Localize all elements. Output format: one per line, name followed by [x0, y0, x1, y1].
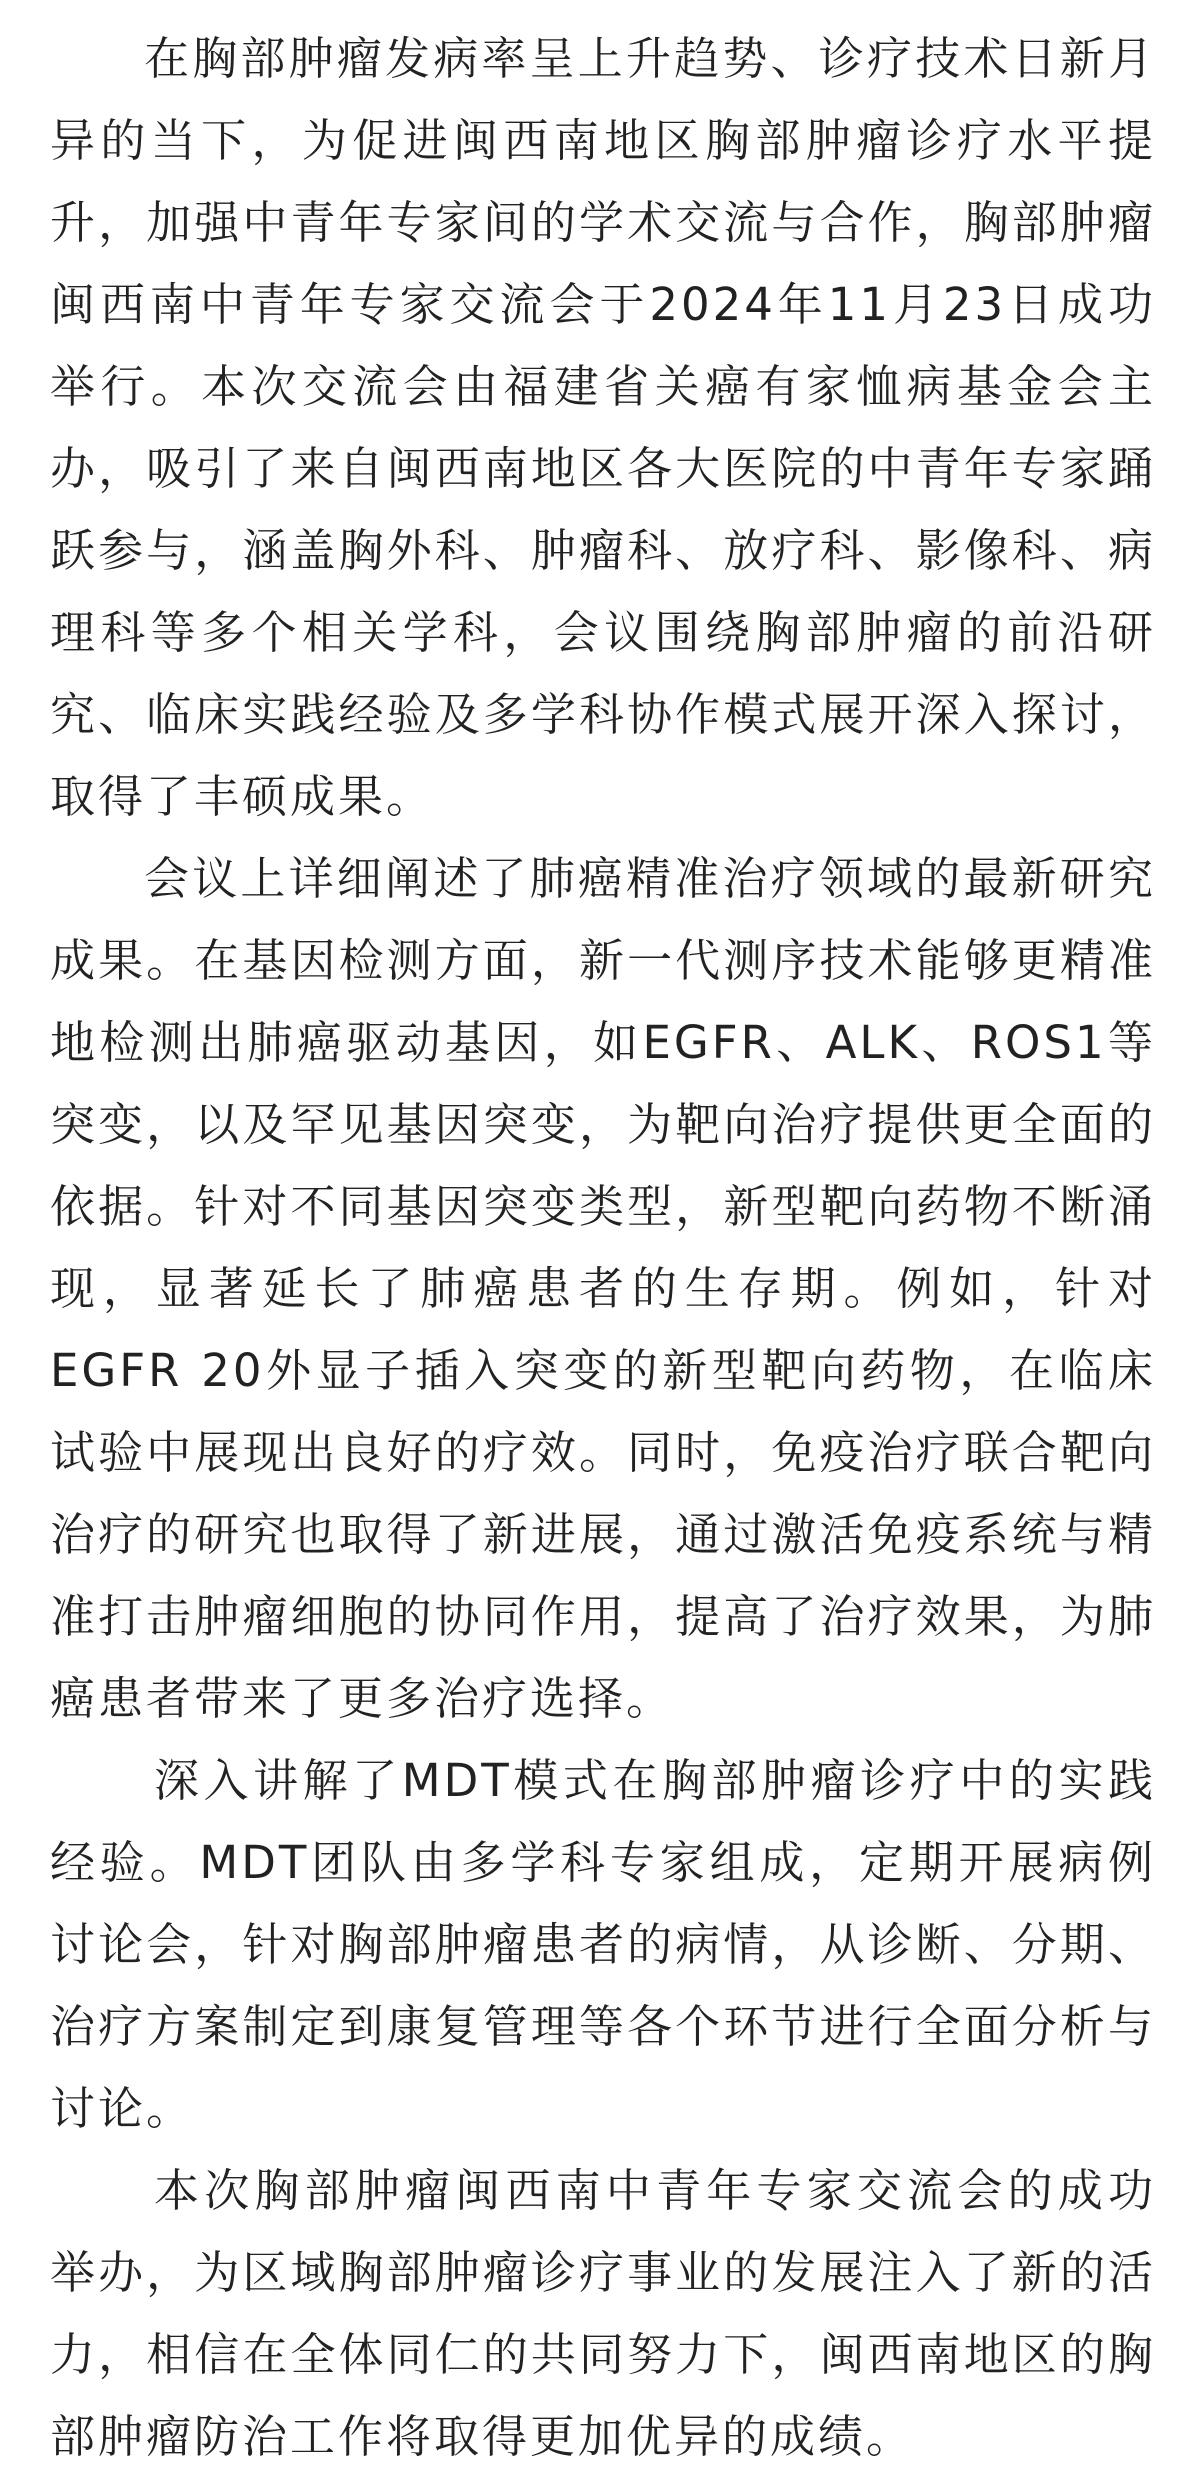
paragraph-mdt-practice: 深入讲解了MDT模式在胸部肿瘤诊疗中的实践经验。MDT团队由多学科专家组成，定期开展病例讨论会，针对胸部肿瘤患者的病情，从诊断、分期、治疗方案制定到康复管理等各个环节进行全面分析与讨论。 [50, 1754, 1156, 2135]
article-body [50, 18, 1156, 2478]
paragraph-lung-cancer-research: 会议上详细阐述了肺癌精准治疗领域的最新研究成果。在基因检测方面，新一代测序技术能够更精准地检测出肺癌驱动基因，如EGFR、ALK、ROS1等突变，以及罕见基因突变，为靶向治疗提供更全面的依据。针对不同基因突变类型，新型靶向药物不断涌现，显著延长了肺癌患者的生存期。例如，针对EGFR 20外显子插入突变的新型靶向药物，在临床试验中展现出良好的疗效。同时，免疫治疗联合靶向治疗的研究也取得了新进展，通过激活免疫系统与精准打击肿瘤细胞的协同作用，提高了治疗效果，为肺癌患者带来了更多治疗选择。 [50, 852, 1156, 1725]
paragraph-conference-intro: 在胸部肿瘤发病率呈上升趋势、诊疗技术日新月异的当下，为促进闽西南地区胸部肿瘤诊疗水平提升，加强中青年专家间的学术交流与合作，胸部肿瘤闽西南中青年专家交流会于2024年11月23日成功举行。本次交流会由福建省关癌有家恤病基金会主办，吸引了来自闽西南地区各大医院的中青年专家踊跃参与，涵盖胸外科、肿瘤科、放疗科、影像科、病理科等多个相关学科，会议围绕胸部肿瘤的前沿研究、临床实践经验及多学科协作模式展开深入探讨，取得了丰硕成果。 [50, 32, 1156, 823]
paragraph-conclusion: 本次胸部肿瘤闽西南中青年专家交流会的成功举办，为区域胸部肿瘤诊疗事业的发展注入了新的活力，相信在全体同仁的共同努力下，闽西南地区的胸部肿瘤防治工作将取得更加优异的成绩。 [50, 2164, 1156, 2463]
